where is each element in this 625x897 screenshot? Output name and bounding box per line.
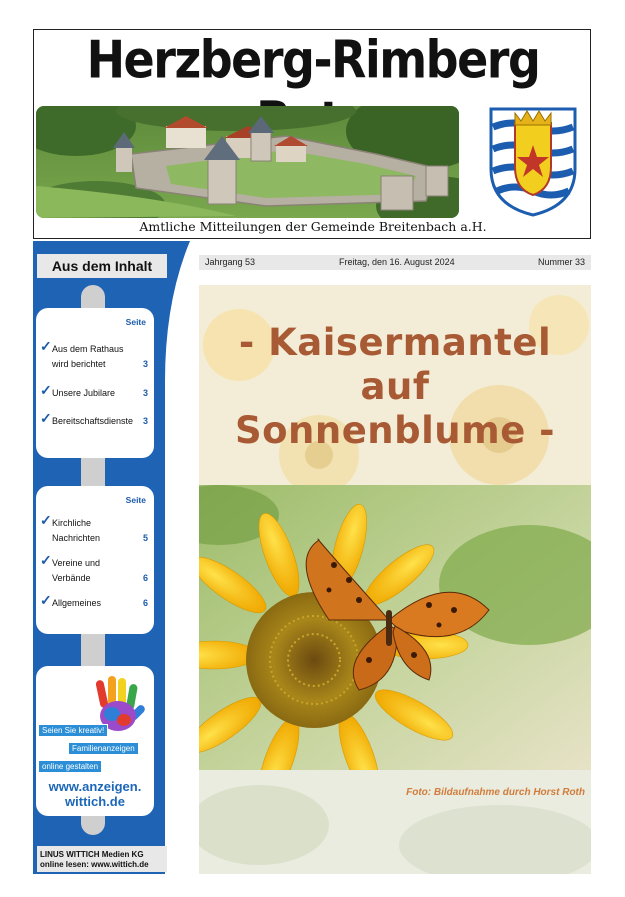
toc-item-label: Bereitschaftsdienste [52, 416, 134, 426]
headline-line-2: Sonnenblume - [234, 409, 556, 452]
toc-item-label: Allgemeines [52, 598, 102, 608]
toc-item-jubilare[interactable] [40, 382, 148, 401]
toc-item-page: 5 [142, 533, 148, 543]
toc-box-1 [36, 308, 154, 458]
photo-credit: Foto: Bildaufnahme durch Horst Roth [406, 787, 585, 798]
cover-image [199, 285, 591, 874]
newspaper-title: Herzberg-Rimberg [86, 29, 540, 90]
toc-item-rathaus[interactable] [40, 338, 148, 372]
toc-box-2 [36, 486, 154, 634]
toc-item-label: Unsere Jubilare [52, 388, 116, 398]
toc-item-label: Kirchliche Nachrichten [52, 518, 101, 543]
issue-number: Nummer 33 [537, 257, 585, 267]
toc-item-page: 3 [142, 388, 148, 398]
publisher-name: LINUS WITTICH Medien KG [40, 850, 144, 859]
issue-info-bar [199, 255, 591, 270]
cover-headline [199, 321, 591, 453]
castle-photo [36, 106, 459, 218]
toc-item-page: 6 [142, 598, 148, 608]
publisher-footer [37, 846, 167, 872]
issue-volume: Jahrgang 53 [205, 257, 256, 267]
page-column-label: Seite [125, 495, 146, 505]
toc-item-page: 3 [142, 416, 148, 426]
issue-date: Freitag, den 16. August 2024 [339, 257, 455, 267]
toc-item-bereitschaft[interactable] [40, 410, 148, 429]
masthead [33, 29, 591, 239]
checkmark-icon: ✓ [40, 552, 52, 568]
ad-url-line1: www.anzeigen. [48, 779, 142, 794]
publisher-online: online lesen: www.wittich.de [40, 860, 149, 869]
toc-item-page: 3 [142, 359, 148, 369]
checkmark-icon: ✓ [40, 410, 52, 426]
coat-of-arms-icon [487, 105, 579, 217]
ad-url-line2: wittich.de [65, 794, 125, 809]
checkmark-icon: ✓ [40, 338, 52, 354]
headline-line-1: - Kaisermantel auf [238, 321, 552, 408]
ad-tag-kreativ: Seien Sie kreativ! [38, 724, 108, 737]
toc-item-label: Vereine und Verbände [52, 558, 101, 583]
toc-item-vereine[interactable] [40, 552, 148, 586]
toc-item-kirchliche[interactable] [40, 512, 148, 546]
page-column-label: Seite [125, 317, 146, 327]
checkmark-icon: ✓ [40, 592, 52, 608]
toc-item-allgemeines[interactable] [40, 592, 148, 611]
toc-heading: Aus dem Inhalt [37, 254, 167, 278]
toc-item-page: 6 [142, 573, 148, 583]
checkmark-icon: ✓ [40, 512, 52, 528]
masthead-subtitle: Amtliche Mitteilungen der Gemeinde Breitenbach a.H. [139, 219, 487, 234]
checkmark-icon: ✓ [40, 382, 52, 398]
toc-item-label: Aus dem Rathaus wird berichtet [52, 344, 124, 369]
ad-tag-familienanzeigen: Familienanzeigen [68, 742, 139, 755]
ad-tag-online: online gestalten [38, 760, 102, 773]
ad-url-link[interactable] [40, 779, 150, 809]
